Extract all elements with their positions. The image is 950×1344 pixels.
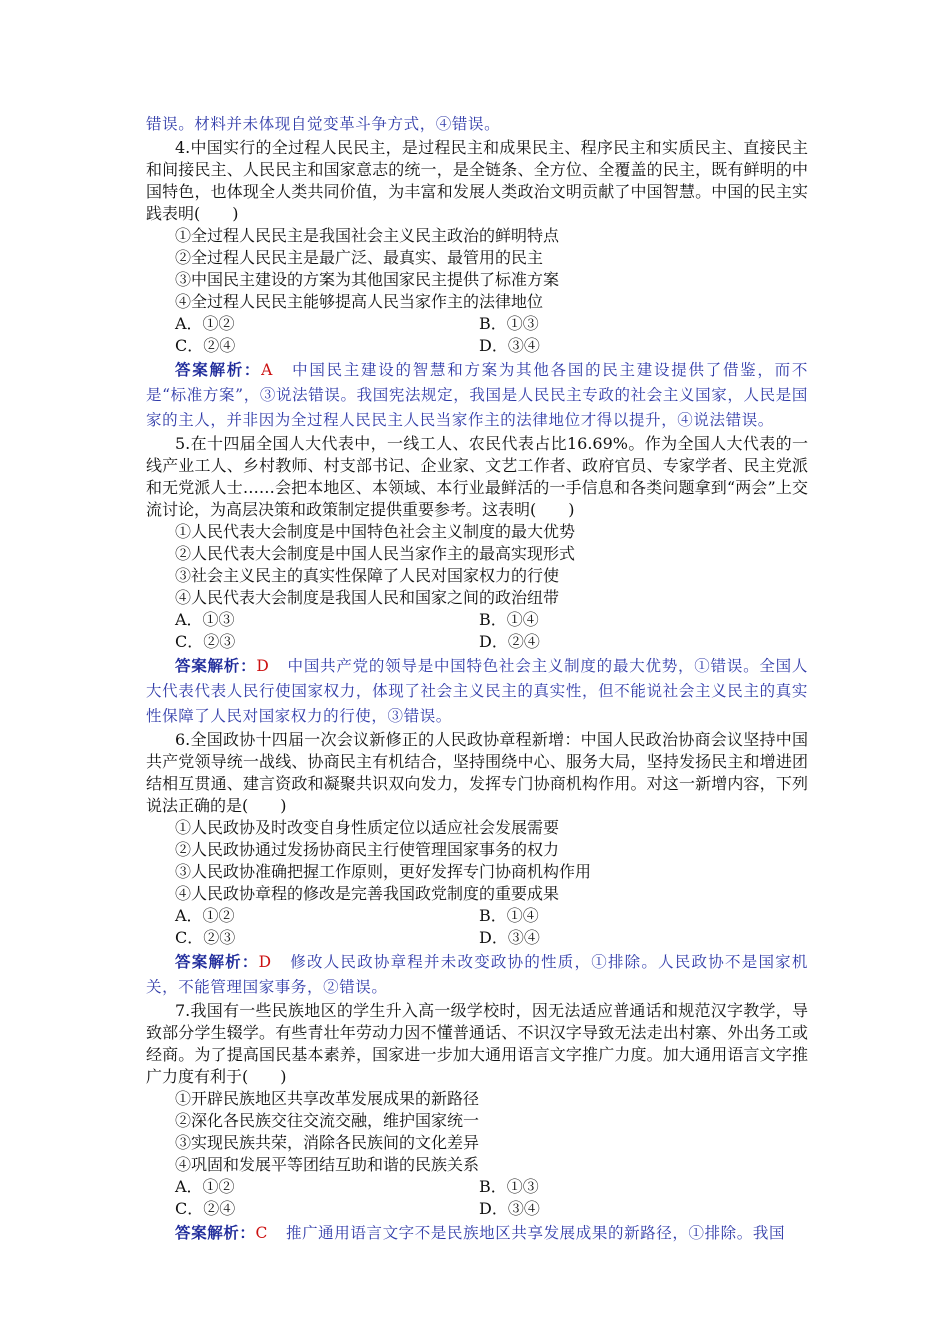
- statement-item: ①开辟民族地区共享改革发展成果的新路径: [175, 1089, 480, 1108]
- answer-label: 答案解析：: [175, 1223, 256, 1242]
- answer-key: D: [258, 953, 272, 971]
- question-stem: 7.我国有一些民族地区的学生升入高一级学校时，因无法适应普通话和规范汉字教学，导致部分学生辍学。有些青壮年劳动力因不懂普通话、不识汉字导致无法走出村寨、外出务工或经商。为了提高国民基本素养，国家进一步加大通用语言文字推广力度。加大通用语言文字推广力度有利于( ): [146, 1001, 808, 1086]
- statement-item: ③社会主义民主的真实性保障了人民对国家权力的行使: [175, 566, 560, 585]
- answer-text: 中国共产党的领导是中国特色社会主义制度的最大优势，①错误。全国人大代表代表人民行使国家权力，体现了社会主义民主的真实性，但不能说社会主义民主的真实性保障了人民对国家权力的行使，③错误。: [146, 657, 808, 725]
- question-5: [146, 433, 808, 729]
- statement-item: ②人民政协通过发扬协商民主行使管理国家事务的权力: [175, 840, 560, 859]
- question-4: [146, 137, 808, 433]
- statement-item: ②人民代表大会制度是中国人民当家作主的最高实现形式: [175, 544, 576, 563]
- answer-choices: [146, 609, 808, 653]
- question-stem: 6.全国政协十四届一次会议新修正的人民政协章程新增：中国人民政治协商会议坚持中国共产党领导统一战线、协商民主有机结合，坚持围绕中心、服务大局，坚持发扬民主和增进团结相互贯通、建言资政和凝聚共识双向发力，发挥专门协商机构作用。对这一新增内容，下列说法正确的是( ): [146, 730, 808, 815]
- choice-b: B．①④: [479, 610, 539, 629]
- statement-item: ③中国民主建设的方案为其他国家民主提供了标准方案: [175, 270, 560, 289]
- choice-b: B．①④: [479, 906, 539, 925]
- answer-key: A: [261, 361, 273, 379]
- statement-item: ②深化各民族交往交流交融，维护国家统一: [175, 1111, 480, 1130]
- statement-item: ③实现民族共荣，消除各民族间的文化差异: [175, 1133, 480, 1152]
- choice-d: D．③④: [479, 336, 540, 355]
- answer-choices: [146, 313, 808, 357]
- statement-item: ②全过程人民民主是最广泛、最真实、最管用的民主: [175, 248, 544, 267]
- answer-explanation: [146, 949, 808, 1000]
- answer-label: 答案解析：: [175, 360, 262, 379]
- answer-explanation: [146, 1220, 808, 1246]
- choice-c: C．②④: [175, 336, 236, 355]
- answer-label: 答案解析：: [175, 656, 257, 675]
- choice-c: C．②③: [175, 928, 236, 947]
- choice-b: B．①③: [479, 1177, 539, 1196]
- choice-a: A．①②: [175, 314, 235, 333]
- statement-item: ③人民政协准确把握工作原则，更好发挥专门协商机构作用: [175, 862, 592, 881]
- statement-item: ④人民政协章程的修改是完善我国政党制度的重要成果: [175, 884, 560, 903]
- answer-text: 推广通用语言文字不是民族地区共享发展成果的新路径，①排除。我国: [285, 1224, 786, 1242]
- choice-d: D．③④: [479, 1199, 540, 1218]
- answer-key: C: [255, 1224, 268, 1242]
- choice-d: D．②④: [479, 632, 540, 651]
- answer-continuation: 错误。材料并未体现自觉变革斗争方式，④错误。: [146, 115, 501, 133]
- answer-choices: [146, 905, 808, 949]
- statement-item: ④全过程人民民主能够提高人民当家作主的法律地位: [175, 292, 544, 311]
- answer-text: 中国民主建设的智慧和方案为其他各国的民主建设提供了借鉴，而不是“标准方案”，③说法错误。我国宪法规定，我国是人民民主专政的社会主义国家，人民是国家的主人，并非因为全过程人民民主人民当家作主的法律地位才得以提升，④说法错误。: [146, 361, 808, 429]
- statement-item: ④巩固和发展平等团结互助和谐的民族关系: [175, 1155, 480, 1174]
- document-page: [146, 112, 808, 1246]
- answer-text: 修改人民政协章程并未改变政协的性质，①排除。人民政协不是国家机关，不能管理国家事务，②错误。: [146, 953, 808, 996]
- answer-explanation: [146, 357, 808, 433]
- question-7: [146, 1000, 808, 1246]
- statement-item: ①全过程人民民主是我国社会主义民主政治的鲜明特点: [175, 226, 560, 245]
- statement-item: ①人民政协及时改变自身性质定位以适应社会发展需要: [175, 818, 560, 837]
- question-6: [146, 729, 808, 1000]
- answer-key: D: [256, 657, 270, 675]
- choice-d: D．③④: [479, 928, 540, 947]
- choice-b: B．①③: [479, 314, 539, 333]
- answer-explanation: [146, 653, 808, 729]
- answer-choices: [146, 1176, 808, 1220]
- statement-item: ①人民代表大会制度是中国特色社会主义制度的最大优势: [175, 522, 576, 541]
- choice-c: C．②④: [175, 1199, 236, 1218]
- statement-item: ④人民代表大会制度是我国人民和国家之间的政治纽带: [175, 588, 560, 607]
- choice-a: A．①③: [175, 610, 235, 629]
- question-stem: 4.中国实行的全过程人民民主，是过程民主和成果民主、程序民主和实质民主、直接民主和间接民主、人民民主和国家意志的统一，是全链条、全方位、全覆盖的民主，既有鲜明的中国特色，也体现全人类共同价值，为丰富和发展人类政治文明贡献了中国智慧。中国的民主实践表明( ): [146, 138, 808, 223]
- choice-a: A．①②: [175, 1177, 235, 1196]
- choice-a: A．①②: [175, 906, 235, 925]
- question-stem: 5.在十四届全国人大代表中，一线工人、农民代表占比16.69%。作为全国人大代表的一线产业工人、乡村教师、村支部书记、企业家、文艺工作者、政府官员、专家学者、民主党派和无党派人士……会把本地区、本领域、本行业最鲜活的一手信息和各类问题拿到“两会”上交流讨论，为高层决策和政策制定提供重要参考。这表明( ): [146, 434, 808, 519]
- answer-label: 答案解析：: [175, 952, 259, 971]
- choice-c: C．②③: [175, 632, 236, 651]
